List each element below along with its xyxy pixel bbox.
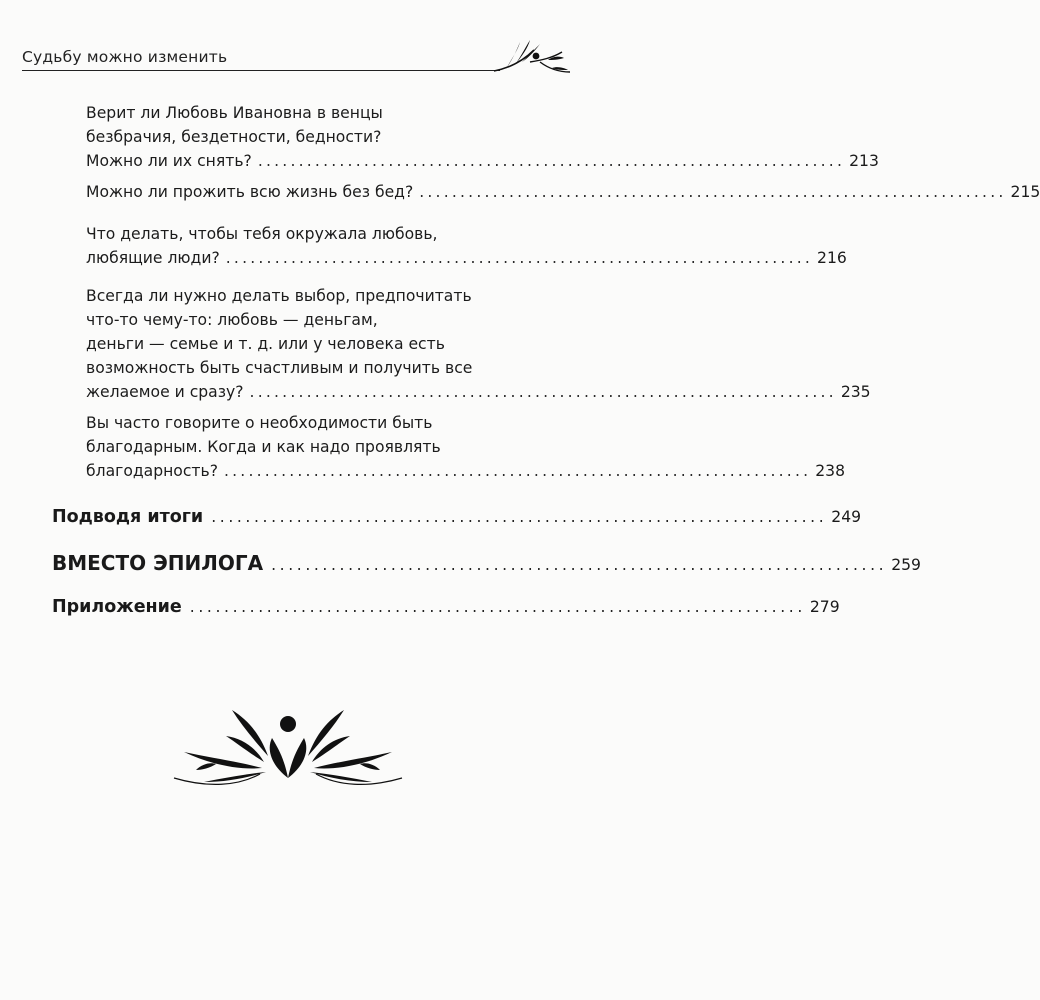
toc-entry[interactable] — [86, 411, 846, 483]
page-header — [22, 38, 570, 78]
leader-dots: ........................................................................ — [223, 462, 812, 480]
toc-entry-line: Что делать, чтобы тебя окружала любовь, — [86, 225, 438, 243]
toc-entry-line: Верит ли Любовь Ивановна в венцы — [86, 104, 383, 122]
toc-entry-line: возможность быть счастливым и получить все — [86, 359, 473, 377]
toc-page-number: 238 — [815, 462, 846, 480]
toc-page-number: 216 — [817, 249, 847, 267]
toc-major-entry[interactable] — [52, 507, 862, 527]
toc-page-number: 259 — [891, 556, 921, 574]
toc-entry-line: благодарным. Когда и как надо проявлять — [86, 438, 441, 456]
leader-dots: ........................................................................ — [419, 183, 1007, 201]
running-title: Судьбу можно изменить — [22, 48, 228, 66]
toc-entry[interactable] — [86, 101, 879, 173]
leader-dots: ........................................................................ — [257, 152, 846, 170]
toc-page-number: 249 — [831, 508, 862, 526]
toc-page-number: 279 — [809, 598, 840, 616]
leader-dots: ........................................................................ — [249, 383, 837, 401]
toc-major-title: Приложение — [52, 597, 182, 617]
toc-entry-line: что-то чему-то: любовь — деньгам, — [86, 311, 378, 329]
toc-entry-line: Всегда ли нужно делать выбор, предпочитать — [86, 287, 472, 305]
toc-entry-line: любящие люди? — [86, 249, 220, 267]
leader-dots: ........................................................................ — [189, 598, 806, 616]
toc-entry[interactable] — [86, 222, 847, 270]
toc-page-number: 235 — [840, 383, 871, 401]
toc-entry-line: Можно ли их снять? — [86, 152, 252, 170]
toc-entry-line: безбрачия, бездетности, бедности? — [86, 128, 382, 146]
floral-flourish-icon — [490, 38, 572, 78]
toc-entry-line: благодарность? — [86, 462, 218, 480]
toc-major-entry[interactable] — [52, 597, 840, 617]
leader-dots: ........................................................................ — [225, 249, 814, 267]
floral-vignette-icon — [168, 700, 408, 790]
toc-entry-line: Вы часто говорите о необходимости быть — [86, 414, 433, 432]
toc-entry-line: Можно ли прожить всю жизнь без бед? — [86, 183, 414, 201]
leader-dots: ........................................................................ — [211, 508, 828, 526]
toc-major-title: Подводя итоги — [52, 507, 204, 527]
toc-entry-line: желаемое и сразу? — [86, 383, 244, 401]
toc-page-number: 213 — [849, 152, 879, 170]
toc-entry[interactable] — [86, 284, 871, 404]
leader-dots: ........................................................................ — [271, 556, 888, 574]
toc-major-entry[interactable] — [52, 551, 921, 575]
toc-page-number: 215 — [1010, 183, 1040, 201]
header-rule — [22, 70, 500, 71]
toc-entry-line: деньги — семье и т. д. или у человека есть — [86, 335, 445, 353]
toc-major-title: ВМЕСТО ЭПИЛОГА — [52, 551, 264, 575]
toc-entry[interactable] — [86, 180, 1040, 204]
